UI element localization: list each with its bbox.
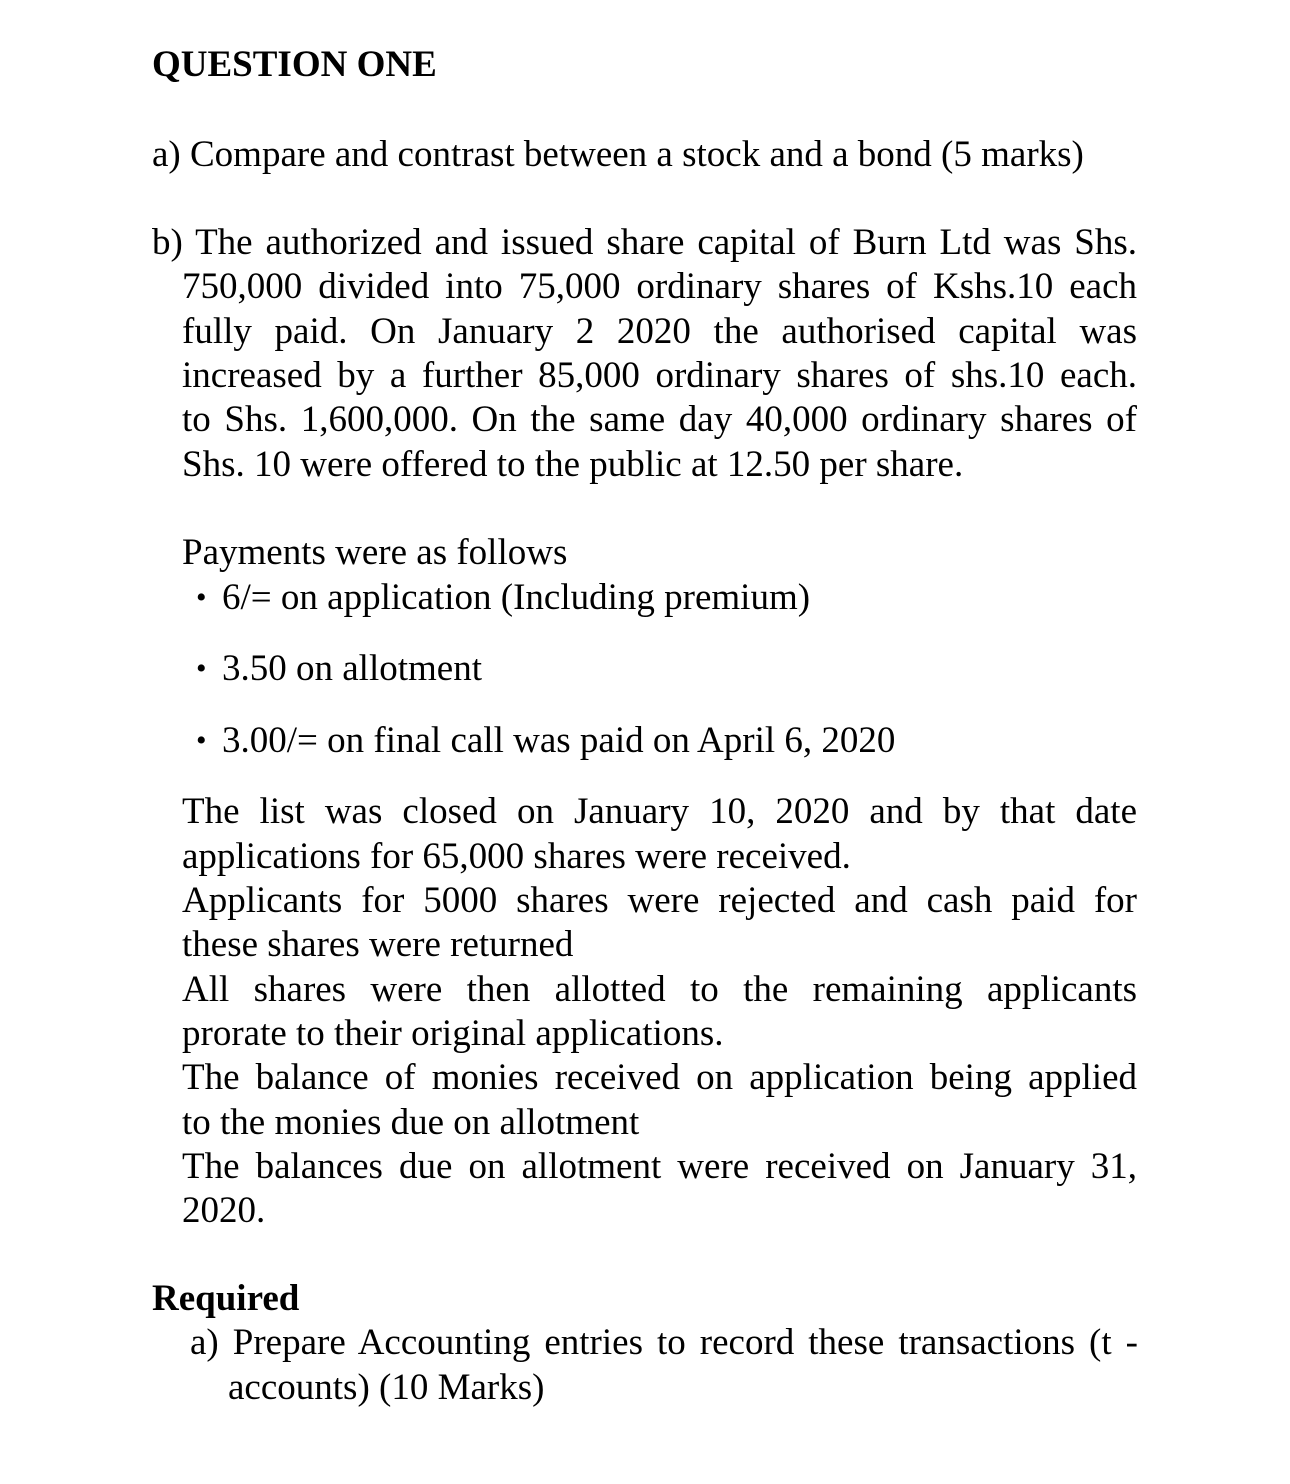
- details-line-4: these shares were returned: [182, 924, 574, 965]
- question-heading: QUESTION ONE: [152, 44, 437, 85]
- details-line-2: applications for 65,000 shares were received.: [182, 836, 851, 877]
- details-line-7: The balance of monies received on application being applied: [182, 1057, 1137, 1098]
- details-line-1: The list was closed on January 10, 2020 and by that date: [182, 791, 1137, 832]
- bullet-dot-1: •: [196, 581, 207, 614]
- details-line-9: The balances due on allotment were received on January 31,: [182, 1146, 1137, 1187]
- payment-item-3: 3.00/= on final call was paid on April 6, 2020: [222, 720, 896, 761]
- bullet-dot-2: •: [196, 652, 207, 685]
- bullet-dot-3: •: [196, 724, 207, 757]
- payment-item-2: 3.50 on allotment: [222, 648, 482, 689]
- part-b-line-5: to Shs. 1,600,000. On the same day 40,000 ordinary shares of: [182, 399, 1137, 440]
- payments-intro: Payments were as follows: [182, 532, 568, 573]
- part-b-line-4: increased by a further 85,000 ordinary shares of shs.10 each.: [182, 355, 1137, 396]
- details-line-3: Applicants for 5000 shares were rejected and cash paid for: [182, 880, 1137, 921]
- part-b-line-1: b) The authorized and issued share capital of Burn Ltd was Shs.: [152, 222, 1137, 263]
- details-line-8: to the monies due on allotment: [182, 1102, 640, 1143]
- payment-item-1: 6/= on application (Including premium): [222, 577, 811, 618]
- part-b-line-3: fully paid. On January 2 2020 the authorised capital was: [182, 311, 1137, 352]
- part-b-line-2: 750,000 divided into 75,000 ordinary shares of Kshs.10 each: [182, 266, 1137, 307]
- details-line-6: prorate to their original applications.: [182, 1013, 724, 1054]
- required-heading: Required: [152, 1278, 300, 1319]
- details-line-5: All shares were then allotted to the remaining applicants: [182, 969, 1137, 1010]
- details-line-10: 2020.: [182, 1190, 266, 1231]
- part-a-question: a) Compare and contrast between a stock and a bond (5 marks): [152, 134, 1084, 175]
- required-item-line-1: a) Prepare Accounting entries to record these transactions (t -: [190, 1322, 1138, 1363]
- part-b-line-6: Shs. 10 were offered to the public at 12.50 per share.: [182, 444, 964, 485]
- required-item-line-2: accounts) (10 Marks): [228, 1367, 545, 1408]
